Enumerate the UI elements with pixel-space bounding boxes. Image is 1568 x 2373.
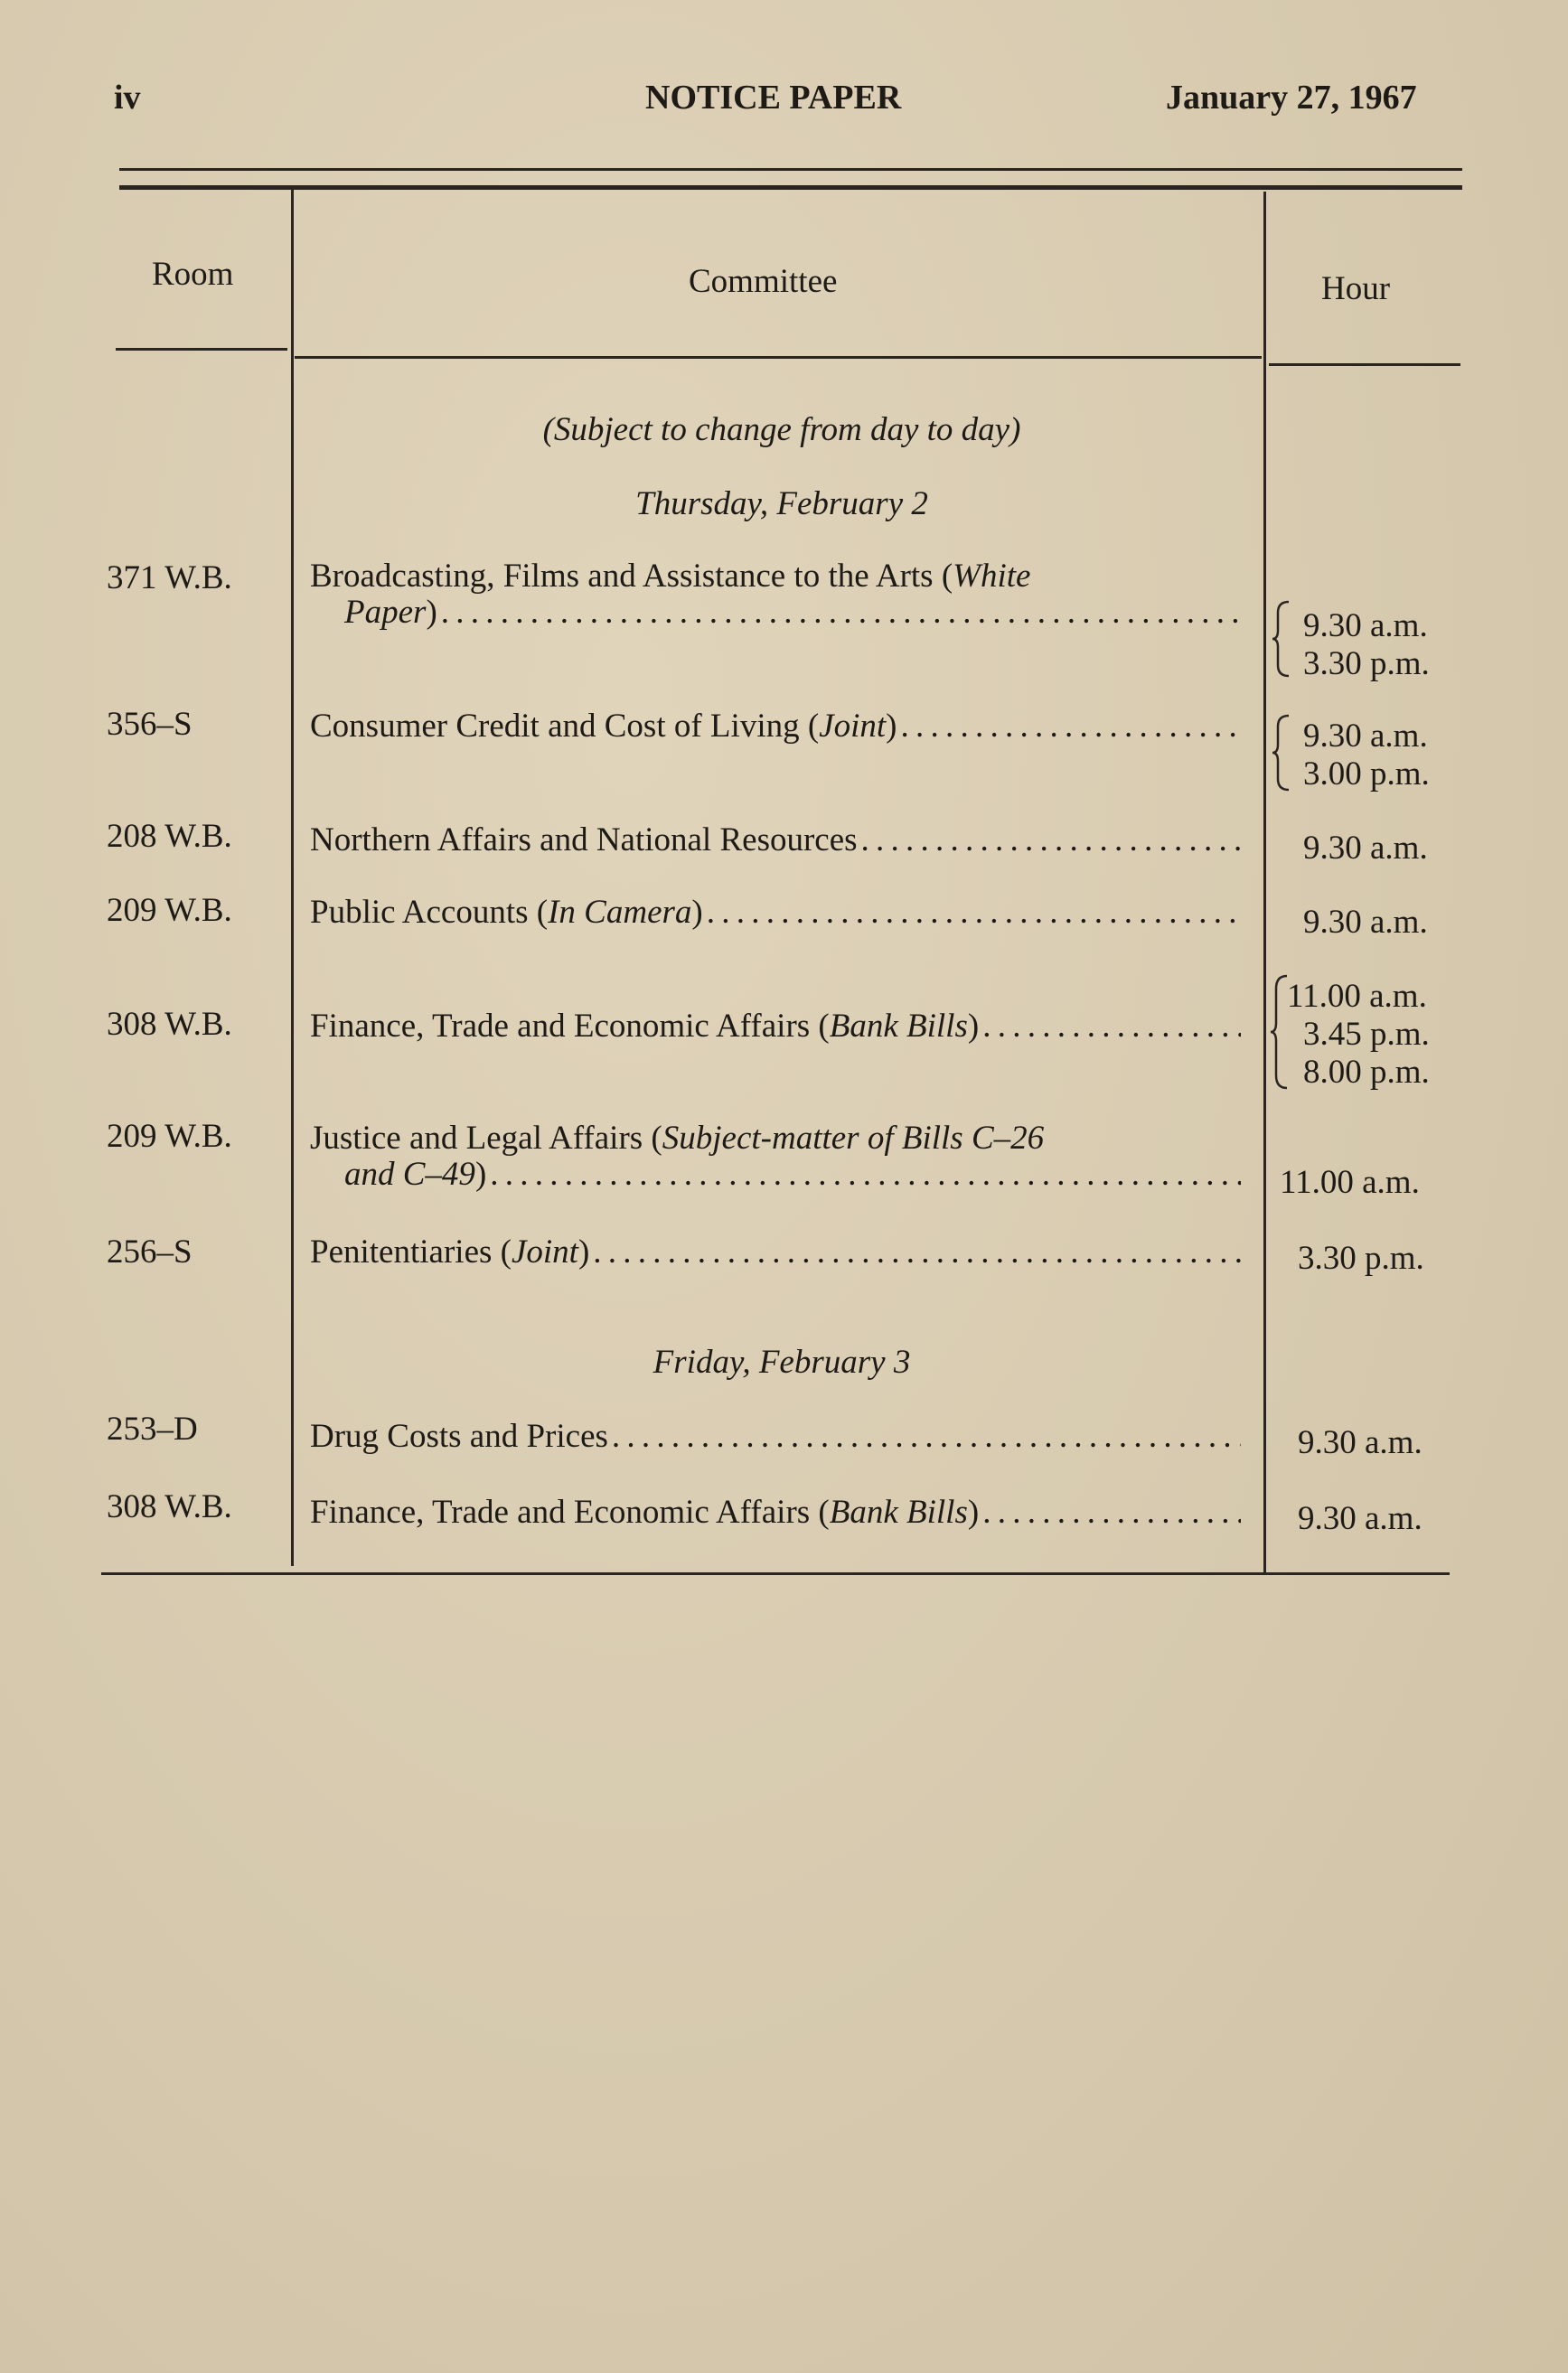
committee-cell: [310, 1008, 1241, 1045]
header-underline-committee: [295, 356, 1262, 359]
committee-cell: [310, 1495, 1241, 1531]
hour-value: 11.00 a.m.: [1280, 1164, 1420, 1201]
room-cell: 209 W.B.: [107, 1118, 232, 1155]
committee-cell: [310, 558, 1241, 631]
hour-value: 9.30 a.m.: [1303, 904, 1428, 941]
column-header-hour: Hour: [1321, 270, 1391, 307]
hour-value: 3.30 p.m.: [1303, 645, 1430, 682]
hour-cell: [1276, 978, 1460, 1092]
hour-cell: [1283, 1424, 1460, 1462]
header-underline-hour: [1269, 363, 1460, 366]
top-rule-2: [119, 185, 1462, 190]
day-label-friday: Friday, February 3: [653, 1344, 911, 1381]
committee-line: Public Accounts (In Camera) . . .: [310, 895, 1241, 931]
room-cell: 308 W.B.: [107, 1006, 232, 1043]
hour-value: 9.30 a.m.: [1303, 607, 1428, 644]
committee-line: and C–49) . . .: [310, 1157, 1241, 1193]
day-label-thursday: Thursday, February 2: [635, 485, 928, 522]
committee-line: Broadcasting, Films and Assistance to the Arts (White: [310, 558, 1031, 595]
top-rule-1: [119, 168, 1462, 171]
hour-value: 9.30 a.m.: [1298, 1500, 1422, 1537]
committee-cell: [310, 1234, 1241, 1271]
committee-cell: [310, 1121, 1241, 1193]
hour-value: 3.00 p.m.: [1303, 755, 1430, 793]
hour-value: 8.00 p.m.: [1303, 1054, 1430, 1091]
hour-value: 3.45 p.m.: [1303, 1016, 1430, 1053]
hour-value: 9.30 a.m.: [1303, 830, 1428, 867]
committee-line: Penitentiaries (Joint) . . .: [310, 1234, 1241, 1271]
page-title: NOTICE PAPER: [645, 79, 902, 117]
page-date: January 27, 1967: [1166, 79, 1417, 117]
room-cell: 371 W.B.: [107, 559, 232, 596]
committee-cell: [310, 708, 1241, 745]
hour-value: 9.30 a.m.: [1303, 718, 1428, 755]
page-folio: iv: [114, 79, 141, 117]
hour-value: 3.30 p.m.: [1298, 1240, 1424, 1277]
bottom-rule: [101, 1572, 1450, 1575]
room-cell: 253–D: [107, 1411, 198, 1448]
committee-line: Finance, Trade and Economic Affairs (Bank Bills) . . .: [310, 1008, 1241, 1045]
hour-cell: [1283, 718, 1460, 793]
room-cell: 308 W.B.: [107, 1488, 232, 1525]
room-cell: 208 W.B.: [107, 818, 232, 855]
room-cell: 209 W.B.: [107, 892, 232, 929]
committee-line: Finance, Trade and Economic Affairs (Bank Bills) . . .: [310, 1495, 1241, 1531]
committee-line: Justice and Legal Affairs (Subject-matter of Bills C–26: [310, 1121, 1045, 1157]
committee-line: Drug Costs and Prices . . .: [310, 1419, 1241, 1455]
hour-cell: [1283, 1500, 1460, 1538]
committee-cell: [310, 822, 1241, 858]
hour-cell: [1283, 607, 1460, 683]
column-header-committee: Committee: [689, 263, 838, 300]
committee-cell: [310, 895, 1241, 931]
hour-cell: [1283, 904, 1460, 942]
hour-value: 9.30 a.m.: [1298, 1424, 1422, 1461]
hour-cell: [1283, 830, 1460, 868]
committee-line: Northern Affairs and National Resources . . .: [310, 822, 1241, 858]
committee-line: Consumer Credit and Cost of Living (Joint) . . .: [310, 708, 1241, 745]
committee-cell: [310, 1419, 1241, 1455]
room-cell: 356–S: [107, 706, 192, 743]
schedule-note: (Subject to change from day to day): [542, 411, 1021, 448]
hour-cell: [1283, 1240, 1460, 1278]
committee-line: Paper) . . .: [310, 595, 1241, 631]
hour-value: 11.00 a.m.: [1287, 978, 1427, 1015]
header-underline-room: [116, 348, 287, 351]
column-header-room: Room: [152, 256, 234, 293]
room-cell: 256–S: [107, 1233, 192, 1271]
column-divider-left: [291, 185, 294, 1566]
hour-cell: [1276, 1164, 1460, 1202]
